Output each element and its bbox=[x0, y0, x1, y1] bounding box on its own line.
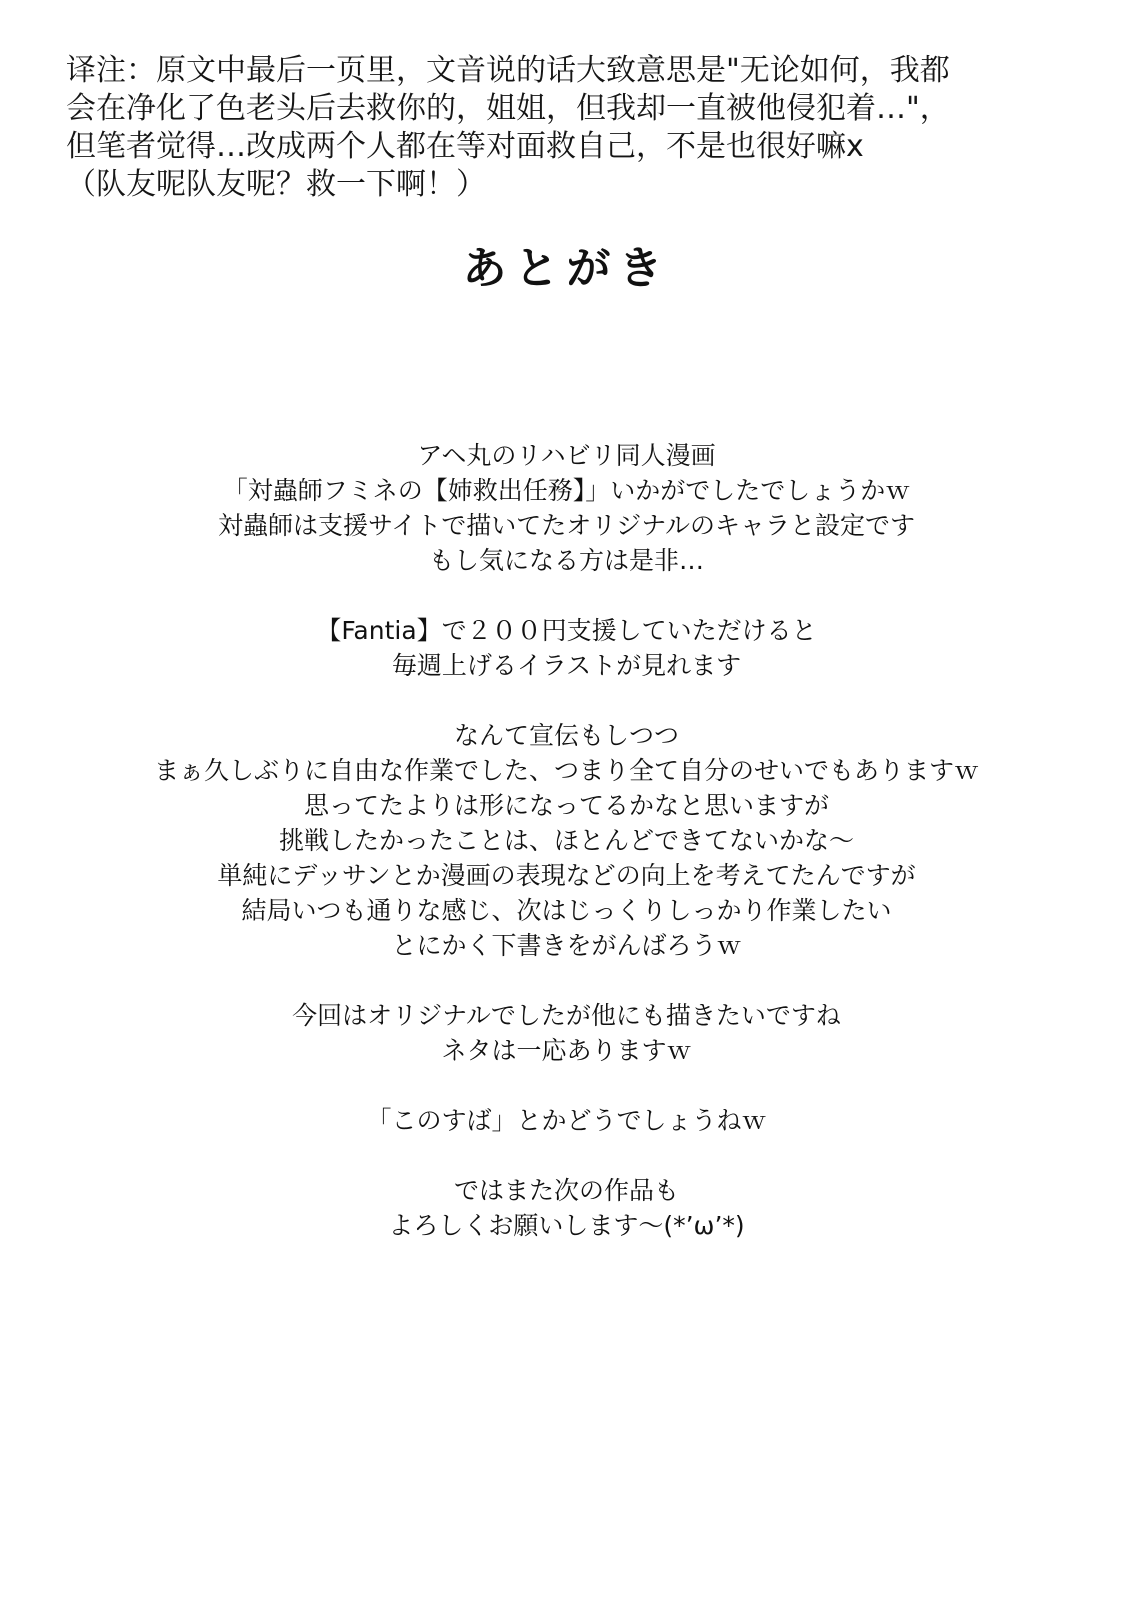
afterword-paragraph-konosuba bbox=[0, 1103, 1133, 1138]
afterword-line: ではまた次の作品も bbox=[453, 1176, 679, 1205]
translator-note-line: （队友呢队友呢？救一下啊！） bbox=[66, 167, 486, 202]
afterword-line: よろしくお願いします～(*’ω’*) bbox=[388, 1211, 745, 1240]
afterword-line: 結局いつも通りな感じ、次はじっくりしっかり作業したい bbox=[241, 896, 892, 925]
afterword-line: とにかく下書きをがんばろうｗ bbox=[391, 931, 742, 960]
afterword-line: まぁ久しぶりに自由な作業でした、つまり全て自分のせいでもありますｗ bbox=[153, 756, 979, 785]
afterword-line: 毎週上げるイラストが見れます bbox=[391, 651, 742, 680]
afterword-line: もし気になる方は是非… bbox=[428, 546, 704, 575]
afterword-line: 対蟲師は支援サイトで描いてたオリジナルのキャラと設定です bbox=[217, 511, 915, 540]
afterword-line: 「対蟲師フミネの【姉救出任務】」いかがでしたでしょうかｗ bbox=[222, 476, 911, 505]
afterword-line: 今回はオリジナルでしたが他にも描きたいですね bbox=[292, 1001, 841, 1030]
afterword-line: 挑戦したかったことは、ほとんどできてないかな～ bbox=[278, 826, 854, 855]
afterword-paragraph-fantia bbox=[0, 613, 1133, 683]
afterword-line: 「このすば」とかどうでしょうねｗ bbox=[366, 1106, 767, 1135]
afterword-body bbox=[0, 438, 1133, 1278]
page-title: あとがき bbox=[462, 243, 671, 294]
afterword-line: ネタは一応ありますｗ bbox=[441, 1036, 692, 1065]
afterword-paragraph-closing bbox=[0, 1173, 1133, 1243]
afterword-line: 思ってたよりは形になってるかなと思いますが bbox=[303, 791, 829, 820]
afterword-paragraph-intro bbox=[0, 438, 1133, 578]
afterword-line: なんて宣伝もしつつ bbox=[453, 721, 679, 750]
translator-note-line: 译注：原文中最后一页里，文音说的话大致意思是"无论如何，我都 bbox=[66, 53, 950, 88]
translator-note-line: 但笔者觉得…改成两个人都在等对面救自己，不是也很好嘛x bbox=[66, 129, 864, 164]
afterword-paragraph-next bbox=[0, 998, 1133, 1068]
translator-note bbox=[66, 52, 1076, 204]
afterword-line: 単純にデッサンとか漫画の表現などの向上を考えてたんですが bbox=[217, 861, 916, 890]
afterword-line: アヘ丸のリハビリ同人漫画 bbox=[417, 441, 716, 470]
afterword-paragraph-reflection bbox=[0, 718, 1133, 963]
afterword-line: 【Fantia】で２００円支援していただけると bbox=[316, 616, 817, 645]
translator-note-line: 会在净化了色老头后去救你的，姐姐，但我却一直被他侵犯着…"， bbox=[66, 91, 950, 126]
